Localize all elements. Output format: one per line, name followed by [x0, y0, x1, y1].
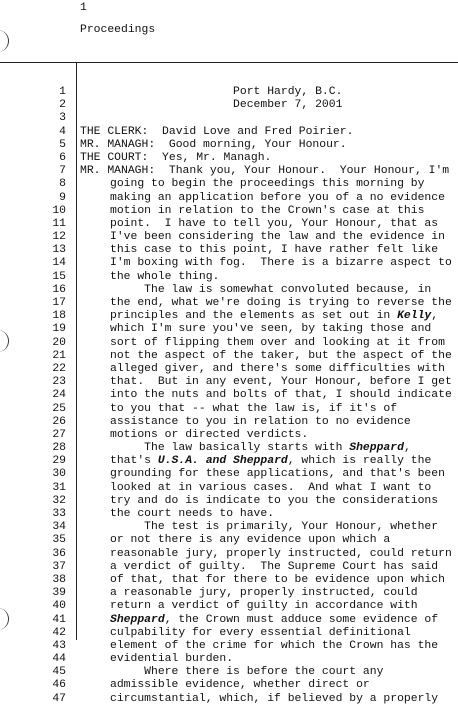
line-text: THE CLERK: David Love and Fred Poirier. [80, 125, 354, 138]
transcript-line [0, 429, 458, 442]
line-text: which I'm sure you've seen, by taking those and [110, 323, 432, 336]
transcript-line [0, 600, 458, 613]
transcript-line [0, 389, 458, 402]
line-number: 36 [52, 547, 66, 560]
transcript-line [0, 508, 458, 521]
line-text: that. But in any event, Your Honour, before I get [110, 376, 452, 389]
transcript-line [0, 205, 458, 218]
case-name-emphasis: U.S.A. and Sheppard [157, 455, 288, 468]
transcript-line [0, 666, 458, 679]
transcript-line [0, 350, 458, 363]
line-number: 30 [52, 468, 66, 481]
line-number: 25 [52, 402, 66, 415]
line-number: 12 [52, 231, 66, 244]
line-number: 17 [52, 297, 66, 309]
transcript-line [0, 574, 458, 587]
transcript-line [0, 403, 458, 416]
line-text: grounding for these applications, and that's been [110, 468, 445, 481]
page-header: Proceedings [80, 24, 156, 36]
line-number: 26 [52, 415, 66, 428]
line-text: point. I have to tell you, Your Honour, that as [110, 217, 439, 230]
line-number: 43 [52, 639, 66, 652]
transcript-line [0, 218, 458, 231]
transcript-line [0, 416, 458, 429]
transcript-line [0, 86, 458, 99]
line-number: 38 [52, 573, 66, 586]
line-number: 3 [59, 112, 66, 125]
transcript-line [0, 337, 458, 350]
line-number: 15 [52, 270, 66, 283]
transcript-line [0, 482, 458, 495]
transcript-line [0, 284, 458, 297]
line-text: element of the crime for which the Crown has the [110, 639, 439, 652]
line-number: 27 [52, 428, 66, 441]
line-number: 6 [59, 151, 66, 164]
line-text: to you that -- what the law is, if it's of [110, 402, 398, 415]
line-number: 13 [52, 244, 66, 257]
line-number: 45 [52, 666, 66, 679]
line-text: December 7, 2001 [110, 99, 343, 112]
line-number: 16 [52, 283, 66, 296]
line-number: 21 [52, 349, 66, 362]
line-number: 24 [52, 389, 66, 402]
line-text: Port Hardy, B.C. [110, 86, 343, 98]
transcript-line [0, 679, 458, 692]
line-text: The law is somewhat convoluted because, in [110, 283, 432, 296]
line-text: assistance to you in relation to no evidence [110, 415, 411, 428]
line-number: 44 [52, 653, 66, 666]
transcript-line [0, 548, 458, 561]
transcript-line [0, 165, 458, 178]
line-number: 35 [52, 534, 66, 547]
line-number: 14 [52, 257, 66, 270]
line-text: the end, what we're doing is trying to reverse the [110, 297, 452, 309]
line-text: this case to this point, I have rather felt like [110, 244, 439, 257]
line-number: 47 [52, 692, 66, 705]
header-rule [0, 62, 458, 63]
line-number: 23 [52, 376, 66, 389]
line-text: MR. MANAGH: Good morning, Your Honour. [80, 138, 347, 151]
line-text: Sheppard, the Crown must adduce some evidence of [110, 613, 439, 626]
line-number: 34 [52, 521, 66, 534]
transcript-line [0, 244, 458, 257]
line-number: 29 [52, 455, 66, 468]
line-text: sort of flipping them over and looking at it from [110, 336, 445, 349]
line-text: of that, that for there to be evidence upon which [110, 573, 445, 586]
line-text: reasonable jury, properly instructed, could return [110, 547, 452, 560]
line-text: the whole thing. [110, 270, 220, 283]
transcript-line [0, 587, 458, 600]
line-number: 28 [52, 442, 66, 455]
transcript-line [0, 653, 458, 666]
transcript-line [0, 534, 458, 547]
line-text: I've been considering the law and the evidence in [110, 231, 445, 244]
transcript-line [0, 192, 458, 205]
line-number: 39 [52, 587, 66, 600]
line-number: 37 [52, 560, 66, 573]
transcript-line [0, 112, 458, 125]
line-text: or not there is any evidence upon which a [110, 534, 391, 547]
case-name-emphasis: Sheppard [110, 613, 165, 626]
transcript-line [0, 363, 458, 376]
line-text: culpability for every essential definitional [110, 626, 411, 639]
transcript-line [0, 495, 458, 508]
line-text: principles and the elements as set out in Kelly, [110, 310, 439, 323]
line-number: 8 [59, 178, 66, 191]
transcript-line [0, 627, 458, 640]
line-number: 42 [52, 626, 66, 639]
line-text: THE COURT: Yes, Mr. Managh. [80, 151, 272, 164]
transcript-line [0, 323, 458, 336]
punch-hole-mark [0, 30, 9, 52]
transcript-line [0, 297, 458, 310]
line-number: 1 [59, 86, 66, 98]
transcript-line [0, 99, 458, 112]
transcript-line [0, 178, 458, 191]
line-text: the court needs to have. [110, 508, 275, 520]
line-number: 5 [59, 138, 66, 151]
line-text: looked at in various cases. And what I want to [110, 481, 432, 494]
transcript-line [0, 614, 458, 627]
line-text: going to begin the proceedings this morning by [110, 178, 425, 191]
line-text: MR. MANAGH: Thank you, Your Honour. Your Honour, I'm [80, 165, 450, 178]
line-text: motion in relation to the Crown's case at this [110, 204, 425, 217]
transcript-line [0, 271, 458, 284]
line-number: 2 [59, 99, 66, 112]
line-number: 40 [52, 600, 66, 613]
line-number: 19 [52, 323, 66, 336]
transcript-line [0, 468, 458, 481]
transcript-line [0, 521, 458, 534]
transcript-line [0, 126, 458, 139]
line-text: try and do is indicate to you the considerations [110, 494, 439, 507]
line-number: 22 [52, 362, 66, 375]
line-number: 11 [52, 217, 66, 230]
transcript-line [0, 693, 458, 706]
line-number: 31 [52, 481, 66, 494]
line-number: 10 [52, 204, 66, 217]
line-number: 4 [59, 125, 66, 138]
line-number: 18 [52, 310, 66, 323]
line-number: 33 [52, 508, 66, 520]
line-text: making an application before you of a no evidence [110, 191, 445, 204]
line-text: The test is primarily, Your Honour, whether [110, 521, 439, 534]
transcript-line [0, 640, 458, 653]
line-text: a verdict of guilty. The Supreme Court has said [110, 560, 439, 573]
line-text: motions or directed verdicts. [110, 428, 309, 441]
line-text: alleged giver, and there's some difficulties with [110, 362, 445, 375]
case-name-emphasis: Kelly [397, 310, 432, 323]
line-number: 20 [52, 336, 66, 349]
transcript-line [0, 376, 458, 389]
case-name-emphasis: Sheppard [349, 442, 404, 455]
line-number: 7 [59, 165, 66, 178]
transcript-line [0, 310, 458, 323]
line-number: 41 [52, 613, 66, 626]
line-number: 9 [59, 191, 66, 204]
line-text: The law basically starts with Sheppard, [110, 442, 411, 455]
line-text: Where there is before the court any [110, 666, 384, 679]
line-number: 46 [52, 679, 66, 692]
line-text: evidential burden. [110, 653, 234, 666]
transcript-line [0, 231, 458, 244]
line-text: return a verdict of guilty in accordance with [110, 600, 418, 613]
line-number: 32 [52, 494, 66, 507]
transcript-line [0, 442, 458, 455]
line-text: I'm boxing with fog. There is a bizarre aspect to [110, 257, 452, 270]
page-number: 1 [80, 2, 87, 14]
line-text: a reasonable jury, properly instructed, could [110, 587, 418, 600]
transcript-lines [0, 86, 458, 706]
line-text: into the nuts and bolts of that, I should indicate [110, 389, 452, 402]
line-text: circumstantial, which, if believed by a properly [110, 692, 439, 705]
transcript-line [0, 455, 458, 468]
transcript-line [0, 257, 458, 270]
line-text: that's U.S.A. and Sheppard, which is really the [110, 455, 432, 468]
transcript-line [0, 139, 458, 152]
line-text: admissible evidence, whether direct or [110, 679, 370, 692]
transcript-line [0, 561, 458, 574]
line-text: not the aspect of the taker, but the aspect of the [110, 349, 452, 362]
transcript-line [0, 152, 458, 165]
